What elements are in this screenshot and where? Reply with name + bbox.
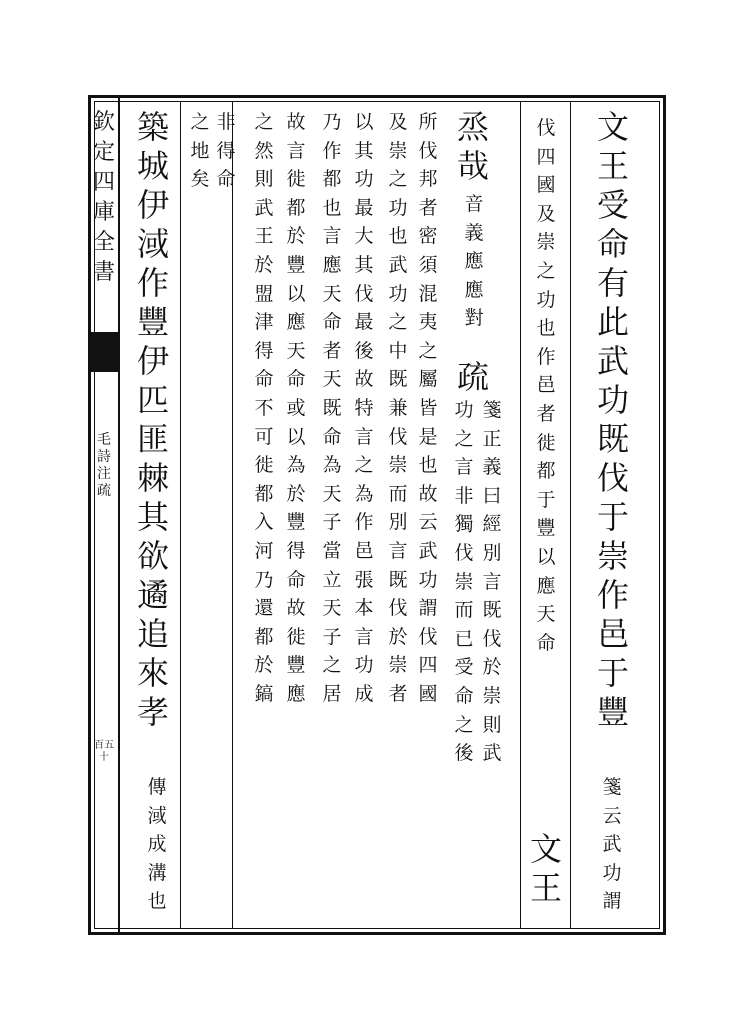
- main-text-column: [454, 358, 492, 397]
- glyph: 武: [602, 833, 622, 856]
- glyph: 之: [536, 259, 556, 282]
- glyph: 應: [464, 278, 484, 301]
- glyph: 別: [482, 541, 502, 564]
- page-number: 百五十: [94, 740, 114, 763]
- commentary-column: [534, 114, 558, 657]
- glyph: 成: [354, 682, 374, 705]
- glyph: 孝: [136, 693, 169, 731]
- glyph: 崇: [596, 537, 629, 575]
- glyph: 之: [354, 454, 374, 477]
- glyph: 得: [254, 339, 274, 362]
- glyph: 別: [388, 511, 408, 534]
- glyph: 得: [216, 139, 236, 162]
- glyph: 張: [354, 568, 374, 591]
- glyph: 之: [418, 339, 438, 362]
- glyph: 徙: [286, 625, 306, 648]
- commentary-column: [480, 396, 504, 768]
- glyph: 子: [322, 511, 342, 534]
- commentary-text: [188, 108, 212, 194]
- glyph: 者: [388, 682, 408, 705]
- glyph: 豐: [286, 511, 306, 534]
- glyph: 功: [454, 399, 474, 421]
- glyph: 哉: [456, 147, 489, 185]
- glyph: 武: [418, 539, 438, 562]
- glyph: 崇: [388, 654, 408, 677]
- glyph: 功: [388, 282, 408, 305]
- glyph: 都: [536, 460, 556, 483]
- column-rule: [570, 101, 571, 929]
- glyph: 鎬: [254, 682, 274, 705]
- commentary-column: [600, 773, 624, 916]
- column-rule: [180, 101, 181, 929]
- commentary-text: [600, 773, 624, 916]
- glyph: 有: [596, 264, 629, 302]
- glyph: 伐: [388, 597, 408, 620]
- glyph: 居: [322, 682, 342, 705]
- glyph: 武: [596, 342, 629, 380]
- commentary-column: [145, 773, 169, 916]
- glyph: 以: [354, 111, 374, 133]
- commentary-text: [480, 396, 504, 768]
- glyph: 地: [190, 139, 210, 162]
- glyph: 伐: [388, 425, 408, 448]
- glyph: 武: [482, 742, 502, 765]
- glyph: 棘: [136, 459, 169, 497]
- glyph: 夷: [418, 311, 438, 334]
- glyph: 伐: [536, 117, 556, 139]
- glyph: 曰: [482, 484, 502, 507]
- glyph: 云: [418, 511, 438, 534]
- glyph: 及: [536, 202, 556, 225]
- commentary-column: [416, 108, 440, 708]
- glyph: 天: [536, 603, 556, 626]
- commentary-column: [188, 108, 212, 194]
- glyph: 應: [286, 311, 306, 334]
- glyph: 言: [354, 625, 374, 648]
- glyph: 功: [536, 288, 556, 311]
- main-text-column: [134, 108, 172, 732]
- glyph: 之: [254, 111, 274, 133]
- glyph: 也: [322, 196, 342, 219]
- glyph: 箋: [602, 776, 622, 798]
- fish-tail-mark: [90, 332, 118, 372]
- glyph: 受: [454, 656, 474, 679]
- main-text-column: [594, 108, 632, 732]
- glyph: 功: [354, 654, 374, 677]
- commentary-column: [284, 108, 308, 708]
- glyph: 于: [536, 488, 556, 511]
- glyph: 音: [464, 193, 484, 215]
- glyph: 應: [322, 253, 342, 276]
- glyph: 乃: [322, 111, 342, 133]
- glyph: 其: [354, 139, 374, 162]
- glyph: 王: [596, 147, 629, 185]
- glyph: 須: [418, 253, 438, 276]
- glyph: 之: [190, 111, 210, 133]
- glyph: 天: [322, 368, 342, 391]
- commentary-text: [252, 108, 276, 708]
- glyph: 故: [286, 597, 306, 620]
- glyph: 屬: [418, 368, 438, 391]
- glyph: 邑: [596, 615, 629, 653]
- glyph: 來: [136, 654, 169, 692]
- glyph: 入: [254, 511, 274, 534]
- glyph: 伐: [354, 282, 374, 305]
- glyph: 天: [322, 282, 342, 305]
- glyph: 經: [482, 513, 502, 536]
- commentary-column: [252, 108, 276, 708]
- glyph: 文: [596, 108, 629, 146]
- glyph: 欲: [136, 537, 169, 575]
- glyph: 對: [464, 307, 484, 330]
- glyph: 謂: [418, 597, 438, 620]
- commentary-column: [214, 108, 238, 194]
- glyph: 豐: [536, 517, 556, 540]
- glyph: 豐: [286, 253, 306, 276]
- glyph: 或: [286, 396, 306, 419]
- glyph: 成: [147, 833, 167, 856]
- glyph: 立: [322, 568, 342, 591]
- glyph: 作: [354, 511, 374, 534]
- glyph: 特: [354, 396, 374, 419]
- glyph: 而: [388, 482, 408, 505]
- commentary-column: [320, 108, 344, 708]
- glyph: 不: [254, 396, 274, 419]
- glyph: 伊: [136, 342, 169, 380]
- glyph: 作: [536, 345, 556, 368]
- commentary-text: [320, 108, 344, 708]
- glyph: 非: [216, 111, 236, 133]
- glyph: 伊: [136, 186, 169, 224]
- main-text: [134, 108, 172, 732]
- glyph: 城: [136, 147, 169, 185]
- glyph: 應: [286, 682, 306, 705]
- glyph: 於: [482, 656, 502, 679]
- glyph: 都: [254, 625, 274, 648]
- glyph: 矣: [190, 168, 210, 191]
- glyph: 國: [536, 174, 556, 197]
- glyph: 言: [286, 139, 306, 162]
- commentary-text: [416, 108, 440, 708]
- glyph: 命: [216, 168, 236, 191]
- commentary-text: [534, 114, 558, 657]
- glyph: 之: [388, 168, 408, 191]
- glyph: 四: [418, 654, 438, 677]
- glyph: 遹: [136, 576, 169, 614]
- glyph: 應: [464, 250, 484, 273]
- glyph: 既: [322, 396, 342, 419]
- glyph: 既: [388, 568, 408, 591]
- glyph: 河: [254, 539, 274, 562]
- glyph: 故: [286, 111, 306, 133]
- glyph: 箋: [482, 399, 502, 421]
- glyph: 及: [388, 111, 408, 133]
- glyph: 也: [388, 225, 408, 248]
- glyph: 傳: [147, 776, 167, 798]
- commentary-column: [386, 108, 410, 708]
- glyph: 言: [482, 570, 502, 593]
- commentary-text: [352, 108, 376, 708]
- glyph: 于: [596, 654, 629, 692]
- commentary-text: [452, 396, 476, 768]
- glyph: 謂: [602, 890, 622, 913]
- glyph: 匹: [136, 381, 169, 419]
- glyph: 武: [254, 196, 274, 219]
- glyph: 烝: [456, 108, 489, 146]
- glyph: 天: [286, 339, 306, 362]
- glyph: 是: [418, 425, 438, 448]
- glyph: 豐: [596, 693, 629, 731]
- glyph: 邑: [354, 539, 374, 562]
- glyph: 豐: [136, 303, 169, 341]
- glyph: 命: [322, 425, 342, 448]
- commentary-column: [462, 190, 486, 333]
- glyph: 者: [536, 402, 556, 425]
- column-rule: [520, 101, 521, 929]
- glyph: 伐: [418, 139, 438, 162]
- glyph: 既: [596, 420, 629, 458]
- glyph: 伐: [482, 627, 502, 650]
- glyph: 崇: [482, 684, 502, 707]
- glyph: 正: [482, 427, 502, 450]
- glyph: 義: [464, 221, 484, 244]
- glyph: 功: [602, 861, 622, 884]
- glyph: 功: [418, 568, 438, 591]
- glyph: 於: [254, 654, 274, 677]
- glyph: 則: [482, 713, 502, 736]
- glyph: 中: [388, 339, 408, 362]
- inner-border: [94, 101, 660, 929]
- glyph: 溝: [147, 861, 167, 884]
- glyph: 言: [388, 539, 408, 562]
- glyph: 受: [596, 186, 629, 224]
- glyph: 匪: [136, 420, 169, 458]
- glyph: 於: [254, 253, 274, 276]
- glyph: 命: [286, 568, 306, 591]
- glyph: 言: [322, 225, 342, 248]
- glyph: 追: [136, 615, 169, 653]
- glyph: 命: [536, 631, 556, 654]
- glyph: 豐: [286, 654, 306, 677]
- glyph: 既: [482, 599, 502, 622]
- glyph: 而: [454, 599, 474, 622]
- glyph: 作: [136, 264, 169, 302]
- glyph: 還: [254, 597, 274, 620]
- glyph: 於: [388, 625, 408, 648]
- glyph: 功: [354, 168, 374, 191]
- glyph: 故: [354, 368, 374, 391]
- column-rule: [232, 101, 233, 929]
- commentary-text: [214, 108, 238, 194]
- glyph: 已: [454, 627, 474, 650]
- glyph: 都: [286, 196, 306, 219]
- glyph: 兼: [388, 396, 408, 419]
- glyph: 其: [136, 498, 169, 536]
- glyph: 疏: [456, 358, 489, 396]
- glyph: 後: [354, 339, 374, 362]
- commentary-column: [352, 108, 376, 708]
- glyph: 非: [454, 484, 474, 507]
- glyph: 伐: [454, 541, 474, 564]
- glyph: 為: [322, 454, 342, 477]
- glyph: 者: [418, 196, 438, 219]
- glyph: 獨: [454, 513, 474, 536]
- glyph: 於: [286, 225, 306, 248]
- glyph: 伐: [418, 625, 438, 648]
- margin-title: 欽 定 四 庫 全 書: [92, 110, 115, 285]
- glyph: 功: [596, 381, 629, 419]
- main-text: [527, 830, 565, 908]
- glyph: 可: [254, 425, 274, 448]
- glyph: 徙: [536, 431, 556, 454]
- main-text: [454, 358, 492, 397]
- glyph: 崇: [454, 570, 474, 593]
- glyph: 淢: [147, 804, 167, 827]
- glyph: 最: [354, 196, 374, 219]
- glyph: 盟: [254, 282, 274, 305]
- glyph: 伐: [596, 459, 629, 497]
- glyph: 於: [286, 482, 306, 505]
- glyph: 當: [322, 539, 342, 562]
- glyph: 為: [286, 454, 306, 477]
- glyph: 命: [286, 368, 306, 391]
- glyph: 子: [322, 625, 342, 648]
- glyph: 既: [388, 368, 408, 391]
- book-title: 毛 詩 注 疏: [97, 432, 111, 499]
- glyph: 命: [254, 368, 274, 391]
- commentary-text: [386, 108, 410, 708]
- glyph: 本: [354, 597, 374, 620]
- glyph: 混: [418, 282, 438, 305]
- glyph: 作: [596, 576, 629, 614]
- glyph: 也: [536, 317, 556, 340]
- glyph: 云: [602, 804, 622, 827]
- glyph: 天: [322, 597, 342, 620]
- main-text: [454, 108, 492, 186]
- glyph: 乃: [254, 568, 274, 591]
- glyph: 密: [418, 225, 438, 248]
- glyph: 天: [322, 482, 342, 505]
- glyph: 徙: [254, 454, 274, 477]
- glyph: 應: [536, 574, 556, 597]
- glyph: 也: [147, 890, 167, 913]
- commentary-text: [462, 190, 486, 333]
- glyph: 則: [254, 168, 274, 191]
- glyph: 徙: [286, 168, 306, 191]
- glyph: 築: [136, 108, 169, 146]
- main-text: [594, 108, 632, 732]
- glyph: 于: [596, 498, 629, 536]
- glyph: 義: [482, 456, 502, 479]
- glyph: 皆: [418, 396, 438, 419]
- glyph: 最: [354, 311, 374, 334]
- glyph: 以: [286, 282, 306, 305]
- glyph: 命: [454, 684, 474, 707]
- glyph: 之: [454, 713, 474, 736]
- glyph: 都: [254, 482, 274, 505]
- glyph: 淢: [136, 225, 169, 263]
- glyph: 大: [354, 225, 374, 248]
- glyph: 得: [286, 539, 306, 562]
- glyph: 四: [536, 145, 556, 168]
- glyph: 其: [354, 253, 374, 276]
- glyph: 為: [354, 482, 374, 505]
- glyph: 者: [322, 339, 342, 362]
- glyph: 言: [454, 456, 474, 479]
- glyph: 文: [529, 830, 562, 868]
- glyph: 王: [254, 225, 274, 248]
- commentary-text: [284, 108, 308, 708]
- main-text-column: [454, 108, 492, 186]
- glyph: 都: [322, 168, 342, 191]
- glyph: 作: [322, 139, 342, 162]
- glyph: 所: [418, 111, 438, 133]
- glyph: 言: [354, 425, 374, 448]
- glyph: 命: [596, 225, 629, 263]
- commentary-column: [452, 396, 476, 768]
- glyph: 武: [388, 253, 408, 276]
- glyph: 國: [418, 682, 438, 705]
- commentary-text: [145, 773, 169, 916]
- glyph: 之: [454, 427, 474, 450]
- glyph: 王: [529, 869, 562, 907]
- main-text-column: [527, 830, 565, 908]
- glyph: 之: [388, 311, 408, 334]
- glyph: 崇: [388, 454, 408, 477]
- glyph: 功: [388, 196, 408, 219]
- glyph: 命: [322, 311, 342, 334]
- glyph: 故: [418, 482, 438, 505]
- glyph: 此: [596, 303, 629, 341]
- glyph: 邑: [536, 374, 556, 397]
- glyph: 然: [254, 139, 274, 162]
- glyph: 也: [418, 454, 438, 477]
- glyph: 之: [322, 654, 342, 677]
- glyph: 崇: [536, 231, 556, 254]
- glyph: 以: [536, 545, 556, 568]
- glyph: 津: [254, 311, 274, 334]
- glyph: 崇: [388, 139, 408, 162]
- glyph: 以: [286, 425, 306, 448]
- glyph: 邦: [418, 168, 438, 191]
- glyph: 後: [454, 742, 474, 765]
